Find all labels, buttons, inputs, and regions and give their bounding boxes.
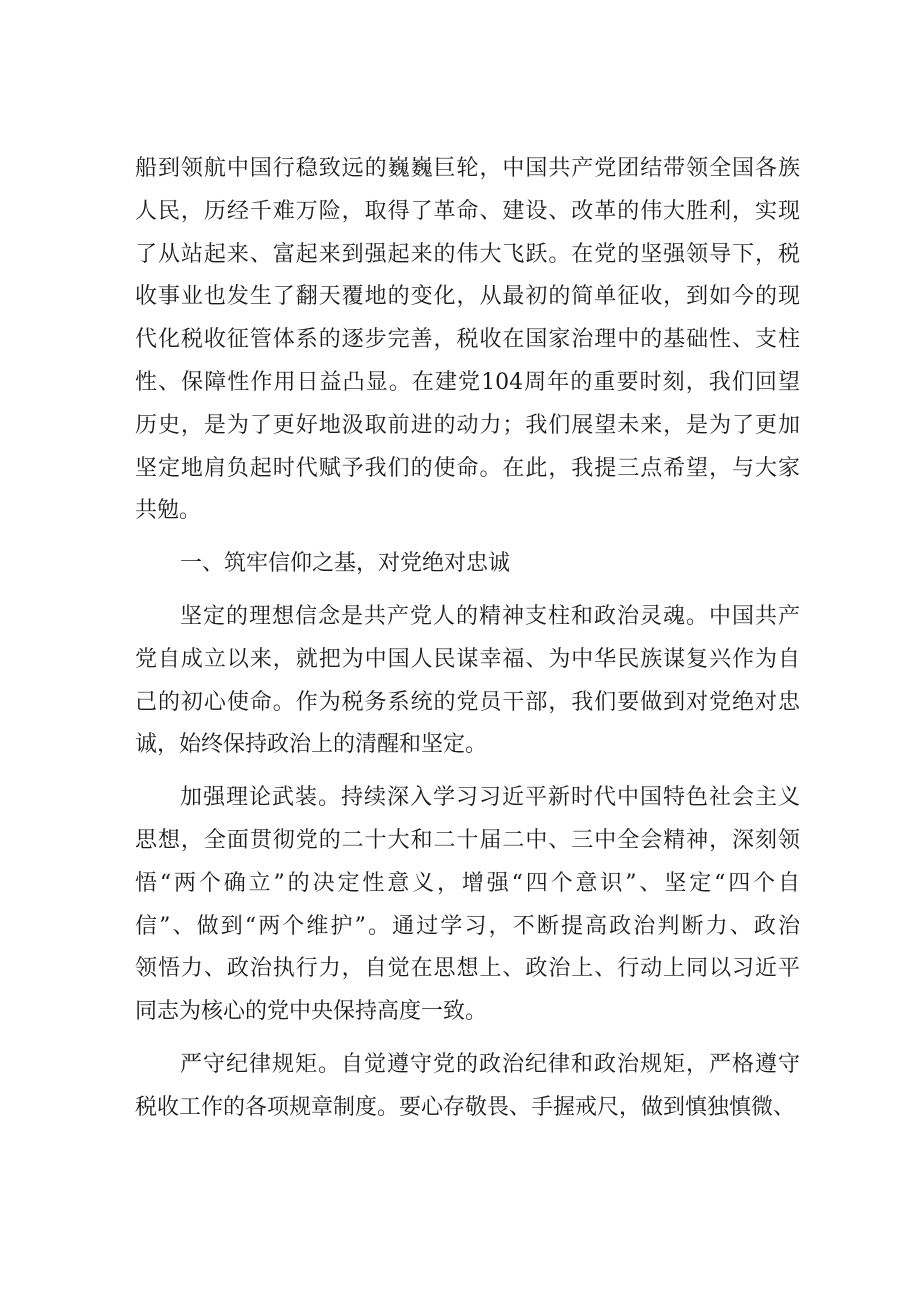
text-line: 悟“两个确立”的决定性意义，增强“四个意识”、坚定“四个自 xyxy=(135,870,800,896)
text-line: 了从站起来、富起来到强起来的伟大飞跃。在党的坚强领导下，税 xyxy=(135,241,800,267)
text-line: 领悟力、政治执行力，自觉在思想上、政治上、行动上同以习近平 xyxy=(135,956,800,982)
text-line: 坚定地肩负起时代赋予我们的使命。在此，我提三点希望，与大家 xyxy=(135,455,800,481)
text-line: 代化税收征管体系的逐步完善，税收在国家治理中的基础性、支柱 xyxy=(135,327,800,353)
document-body xyxy=(135,152,800,1134)
text-line: 性、保障性作用日益凸显。在建党104周年的重要时刻，我们回望 xyxy=(135,369,800,395)
paragraph-gap xyxy=(135,771,800,781)
paragraph xyxy=(135,600,800,762)
paragraph-gap xyxy=(135,590,800,600)
text-line: 信”、做到“两个维护”。通过学习，不断提高政治判断力、政治 xyxy=(135,913,800,939)
text-line: 人民，历经千难万险，取得了革命、建设、改革的伟大胜利，实现 xyxy=(135,198,800,224)
text-line: 党自成立以来，就把为中国人民谋幸福、为中华民族谋复兴作为自 xyxy=(135,646,800,672)
section-heading xyxy=(135,547,800,581)
text-line: 税收工作的各项规章制度。要心存敬畏、手握戒尺，做到慎独慎微、 xyxy=(135,1094,796,1120)
text-line: 收事业也发生了翻天覆地的变化，从最初的简单征收，到如今的现 xyxy=(135,284,800,310)
text-line: 思想，全面贯彻党的二十大和二十届二中、三中全会精神，深刻领 xyxy=(135,827,800,853)
text-line: 一、筑牢信仰之基，对党绝对忠诚 xyxy=(180,551,511,577)
paragraph xyxy=(135,781,800,1029)
paragraph xyxy=(135,152,800,528)
paragraph xyxy=(135,1048,800,1125)
text-line: 历史，是为了更好地汲取前进的动力；我们展望未来，是为了更加 xyxy=(135,412,800,438)
text-line: 船到领航中国行稳致远的巍巍巨轮，中国共产党团结带领全国各族 xyxy=(135,156,800,181)
paragraph-gap xyxy=(135,1038,800,1048)
text-line: 严守纪律规矩。自觉遵守党的政治纪律和政治规矩，严格遵守 xyxy=(180,1051,800,1077)
text-line: 坚定的理想信念是共产党人的精神支柱和政治灵魂。中国共产 xyxy=(180,603,800,629)
text-line: 共勉。 xyxy=(135,498,202,524)
text-line: 诚，始终保持政治上的清醒和坚定。 xyxy=(135,732,488,758)
paragraph-gap xyxy=(135,537,800,547)
text-line: 己的初心使命。作为税务系统的党员干部，我们要做到对党绝对忠 xyxy=(135,689,800,715)
text-line: 同志为核心的党中央保持高度一致。 xyxy=(135,999,488,1025)
text-line: 加强理论武装。持续深入学习习近平新时代中国特色社会主义 xyxy=(180,785,800,811)
